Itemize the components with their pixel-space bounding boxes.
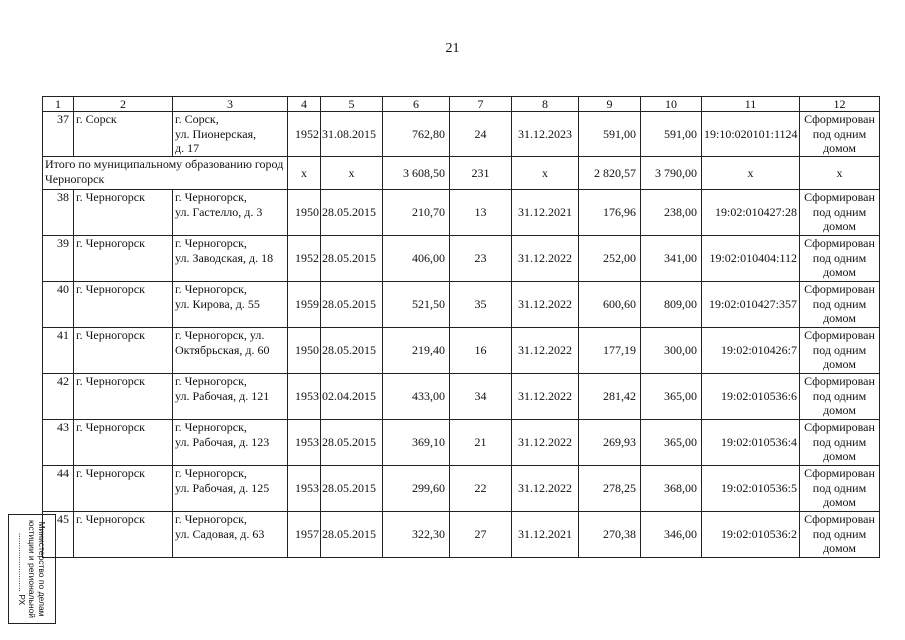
date-cell: 02.04.2015: [321, 374, 383, 420]
total-area-cell: 3 790,00: [641, 157, 702, 190]
living-area-cell: 252,00: [579, 236, 641, 282]
deadline-cell: х: [512, 157, 579, 190]
table-row: [43, 328, 880, 374]
column-number: 10: [641, 97, 702, 112]
living-area-cell: 270,38: [579, 512, 641, 558]
address-line: ул. Рабочая, д. 121: [175, 388, 270, 403]
total-area-cell: 365,00: [641, 374, 702, 420]
area-cell: 369,10: [383, 420, 450, 466]
deadline-cell: 31.12.2023: [512, 112, 579, 157]
stamp-line: Министерство по делам: [37, 521, 47, 617]
deadline-cell: 31.12.2021: [512, 190, 579, 236]
stamp-line: юстиции и региональной: [27, 519, 37, 619]
cadastral-number-cell: 19:02:010426:7: [702, 328, 800, 374]
address-cell: [173, 512, 288, 558]
housing-registry-table: [42, 96, 880, 558]
column-number: 9: [579, 97, 641, 112]
column-number: 1: [43, 97, 74, 112]
area-cell: 3 608,50: [383, 157, 450, 190]
table-row: [43, 190, 880, 236]
address-cell: [173, 282, 288, 328]
cadastral-number-cell: х: [702, 157, 800, 190]
column-number: 5: [321, 97, 383, 112]
total-area-cell: 591,00: [641, 112, 702, 157]
status-cell: Сформирован под одним домом: [800, 328, 880, 374]
registration-stamp: [8, 514, 56, 624]
column-number: 3: [173, 97, 288, 112]
address-line: г. Черногорск,: [175, 512, 247, 526]
total-area-cell: 368,00: [641, 466, 702, 512]
deadline-cell: 31.12.2022: [512, 420, 579, 466]
municipality-cell: г. Черногорск: [74, 190, 173, 236]
status-cell: Сформирован под одним домом: [800, 420, 880, 466]
residents-cell: 231: [450, 157, 512, 190]
residents-cell: 22: [450, 466, 512, 512]
residents-cell: 34: [450, 374, 512, 420]
column-number-row: [43, 97, 880, 112]
deadline-cell: 31.12.2022: [512, 374, 579, 420]
area-cell: 210,70: [383, 190, 450, 236]
address-line: ул. Кирова, д. 55: [175, 296, 260, 311]
address-line: г. Сорск,: [175, 112, 219, 126]
municipality-cell: г. Черногорск: [74, 512, 173, 558]
year-cell: 1950: [288, 190, 321, 236]
row-number: 45: [43, 512, 74, 558]
row-number: 42: [43, 374, 74, 420]
stamp-line: ......................... РХ: [17, 532, 27, 606]
municipality-cell: г. Сорск: [74, 112, 173, 157]
address-cell: [173, 112, 288, 157]
column-number: 4: [288, 97, 321, 112]
total-area-cell: 809,00: [641, 282, 702, 328]
date-cell: х: [321, 157, 383, 190]
residents-cell: 35: [450, 282, 512, 328]
living-area-cell: 278,25: [579, 466, 641, 512]
status-cell: Сформирован под одним домом: [800, 282, 880, 328]
area-cell: 299,60: [383, 466, 450, 512]
stamp-text: [17, 517, 47, 621]
address-line: г. Черногорск,: [175, 236, 247, 250]
deadline-cell: 31.12.2022: [512, 466, 579, 512]
address-line: г. Черногорск,: [175, 420, 247, 434]
address-line: г. Черногорск,: [175, 282, 247, 296]
address-line: ул. Гастелло, д. 3: [175, 204, 263, 219]
date-cell: 28.05.2015: [321, 420, 383, 466]
row-number: 37: [43, 112, 74, 157]
living-area-cell: 281,42: [579, 374, 641, 420]
table-row: [43, 374, 880, 420]
date-cell: 28.05.2015: [321, 236, 383, 282]
address-line: Октябрьская, д. 60: [175, 342, 270, 357]
area-cell: 433,00: [383, 374, 450, 420]
date-cell: 28.05.2015: [321, 512, 383, 558]
year-cell: 1952: [288, 236, 321, 282]
municipality-cell: г. Черногорск: [74, 236, 173, 282]
status-cell: Сформирован под одним домом: [800, 236, 880, 282]
area-cell: 322,30: [383, 512, 450, 558]
living-area-cell: 177,19: [579, 328, 641, 374]
table-row: [43, 236, 880, 282]
residents-cell: 27: [450, 512, 512, 558]
table-row: [43, 112, 880, 157]
year-cell: х: [288, 157, 321, 190]
residents-cell: 24: [450, 112, 512, 157]
cadastral-number-cell: 19:02:010404:112: [702, 236, 800, 282]
address-line: г. Черногорск,: [175, 466, 247, 480]
municipality-cell: г. Черногорск: [74, 420, 173, 466]
address-line: д. 17: [175, 141, 200, 155]
address-line: ул. Заводская, д. 18: [175, 250, 274, 265]
address-line: г. Черногорск,: [175, 374, 247, 388]
municipality-cell: г. Черногорск: [74, 466, 173, 512]
total-area-cell: 238,00: [641, 190, 702, 236]
address-cell: [173, 328, 288, 374]
table-row: [43, 420, 880, 466]
column-number: 6: [383, 97, 450, 112]
column-number: 12: [800, 97, 880, 112]
status-cell: Сформирован под одним домом: [800, 374, 880, 420]
cadastral-number-cell: 19:02:010427:28: [702, 190, 800, 236]
row-number: 43: [43, 420, 74, 466]
address-cell: [173, 236, 288, 282]
cadastral-number-cell: 19:02:010536:6: [702, 374, 800, 420]
residents-cell: 16: [450, 328, 512, 374]
total-label: Итого по муниципальному образованию город Черногорск: [43, 157, 288, 190]
year-cell: 1957: [288, 512, 321, 558]
total-area-cell: 346,00: [641, 512, 702, 558]
table-row: [43, 512, 880, 558]
total-area-cell: 300,00: [641, 328, 702, 374]
living-area-cell: 591,00: [579, 112, 641, 157]
address-cell: [173, 190, 288, 236]
status-cell: Сформирован под одним домом: [800, 512, 880, 558]
deadline-cell: 31.12.2022: [512, 236, 579, 282]
column-number: 8: [512, 97, 579, 112]
total-area-cell: 365,00: [641, 420, 702, 466]
date-cell: 28.05.2015: [321, 466, 383, 512]
address-line: ул. Рабочая, д. 125: [175, 480, 270, 495]
address-line: ул. Садовая, д. 63: [175, 526, 265, 541]
page-number: 21: [445, 41, 460, 56]
year-cell: 1953: [288, 420, 321, 466]
living-area-cell: 176,96: [579, 190, 641, 236]
area-cell: 521,50: [383, 282, 450, 328]
year-cell: 1953: [288, 374, 321, 420]
living-area-cell: 269,93: [579, 420, 641, 466]
year-cell: 1950: [288, 328, 321, 374]
column-number: 7: [450, 97, 512, 112]
year-cell: 1959: [288, 282, 321, 328]
date-cell: 28.05.2015: [321, 282, 383, 328]
status-cell: х: [800, 157, 880, 190]
municipality-cell: г. Черногорск: [74, 374, 173, 420]
column-number: 2: [74, 97, 173, 112]
address-cell: [173, 466, 288, 512]
address-cell: [173, 374, 288, 420]
column-number: 11: [702, 97, 800, 112]
address-line: г. Черногорск,: [175, 190, 247, 204]
living-area-cell: 2 820,57: [579, 157, 641, 190]
municipality-cell: г. Черногорск: [74, 328, 173, 374]
deadline-cell: 31.12.2021: [512, 512, 579, 558]
year-cell: 1952: [288, 112, 321, 157]
status-cell: Сформирован под одним домом: [800, 466, 880, 512]
table-row: [43, 282, 880, 328]
total-row: [43, 157, 880, 190]
living-area-cell: 600,60: [579, 282, 641, 328]
area-cell: 406,00: [383, 236, 450, 282]
deadline-cell: 31.12.2022: [512, 328, 579, 374]
cadastral-number-cell: 19:02:010427:357: [702, 282, 800, 328]
address-line: г. Черногорск, ул.: [175, 328, 265, 342]
address-line: ул. Пионерская,: [175, 126, 257, 141]
row-number: 38: [43, 190, 74, 236]
cadastral-number-cell: 19:02:010536:2: [702, 512, 800, 558]
date-cell: 28.05.2015: [321, 328, 383, 374]
cadastral-number-cell: 19:02:010536:4: [702, 420, 800, 466]
area-cell: 762,80: [383, 112, 450, 157]
year-cell: 1953: [288, 466, 321, 512]
status-cell: Сформирован под одним домом: [800, 190, 880, 236]
row-number: 40: [43, 282, 74, 328]
residents-cell: 13: [450, 190, 512, 236]
row-number: 41: [43, 328, 74, 374]
area-cell: 219,40: [383, 328, 450, 374]
row-number: 44: [43, 466, 74, 512]
date-cell: 31.08.2015: [321, 112, 383, 157]
cadastral-number-cell: 19:10:020101:1124: [702, 112, 800, 157]
cadastral-number-cell: 19:02:010536:5: [702, 466, 800, 512]
row-number: 39: [43, 236, 74, 282]
deadline-cell: 31.12.2022: [512, 282, 579, 328]
status-cell: Сформирован под одним домом: [800, 112, 880, 157]
address-line: ул. Рабочая, д. 123: [175, 434, 270, 449]
municipality-cell: г. Черногорск: [74, 282, 173, 328]
residents-cell: 23: [450, 236, 512, 282]
residents-cell: 21: [450, 420, 512, 466]
address-cell: [173, 420, 288, 466]
date-cell: 28.05.2015: [321, 190, 383, 236]
table-row: [43, 466, 880, 512]
total-area-cell: 341,00: [641, 236, 702, 282]
